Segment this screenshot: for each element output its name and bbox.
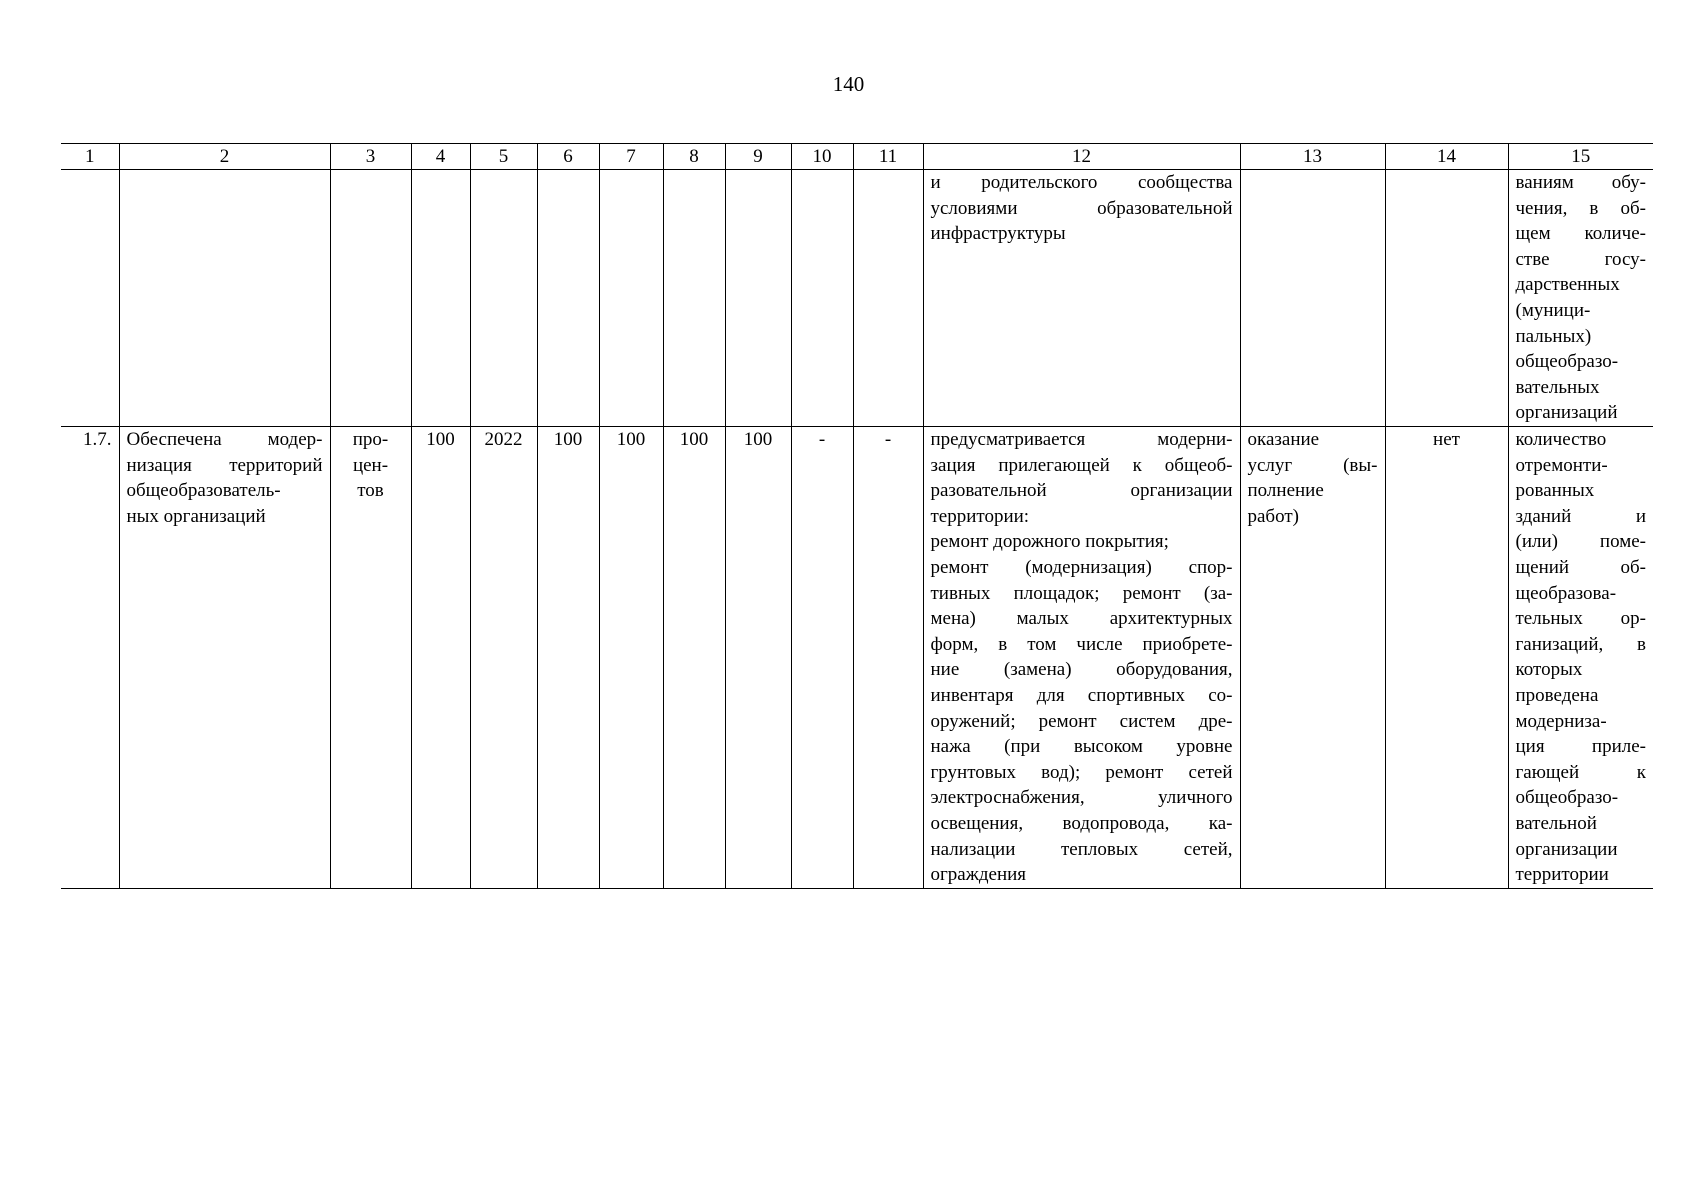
table-cell [663, 170, 725, 427]
base-value-cell: 100 [411, 427, 470, 889]
text-line: дарственных [1515, 274, 1620, 296]
table-row-1-7 [61, 427, 1653, 889]
row-title-cell [119, 427, 330, 889]
base-year-cell: 2022 [470, 427, 537, 889]
column-header: 12 [923, 144, 1240, 170]
text-line: щеобразова- [1515, 582, 1617, 604]
page-number: 140 [832, 72, 865, 96]
text-line: организации [1515, 838, 1618, 860]
column-header: 2 [119, 144, 330, 170]
text-line: общеобразователь- [126, 480, 281, 502]
text-line: проведена [1515, 684, 1599, 706]
header-row [61, 144, 1653, 170]
text-line: зданий и [1515, 505, 1646, 527]
column-header: 1 [61, 144, 119, 170]
continuation-indicator-cell [1508, 170, 1653, 427]
value-cell: - [791, 427, 853, 889]
text-line: нажа (при высоком уровне [930, 736, 1233, 758]
text-line: ремонт дорожного покрытия; [930, 531, 1169, 553]
text-line: полнение [1247, 480, 1324, 502]
text-line: оружений; ремонт систем дре- [930, 710, 1233, 732]
table-cell [599, 170, 663, 427]
text-line: цен- [352, 454, 389, 476]
text-line: тельных ор- [1515, 608, 1646, 630]
value-cell: 100 [537, 427, 599, 889]
program-table [61, 143, 1653, 889]
row-number: 1.7. [61, 427, 119, 889]
column-header: 14 [1385, 144, 1508, 170]
text-line: вательной [1515, 812, 1597, 834]
text-line: ограждения [930, 864, 1027, 886]
text-line: тивных площадок; ремонт (за- [930, 582, 1233, 604]
text-line: общеобразо- [1515, 787, 1619, 809]
continuation-description-cell [923, 170, 1240, 427]
text-line: отремонти- [1515, 454, 1608, 476]
column-header: 6 [537, 144, 599, 170]
description-cell [923, 427, 1240, 889]
text-line: ремонт (модернизация) спор- [930, 556, 1233, 578]
text-line: оказание [1247, 429, 1320, 450]
text-line: (муници- [1515, 299, 1591, 321]
text-line: ние (замена) оборудования, [930, 659, 1233, 681]
text-line: (или) поме- [1515, 531, 1646, 553]
text-line: территории [1515, 864, 1609, 886]
flag-cell: нет [1385, 427, 1508, 889]
text-line: услуг (вы- [1247, 454, 1378, 476]
value-cell: 100 [725, 427, 791, 889]
column-header: 4 [411, 144, 470, 170]
table-cell [330, 170, 411, 427]
table-cell [791, 170, 853, 427]
text-line: количество [1515, 429, 1607, 450]
table-cell [61, 170, 119, 427]
column-header: 15 [1508, 144, 1653, 170]
text-line: территории: [930, 505, 1030, 527]
text-line: условиями образовательной [930, 197, 1233, 219]
table-row-continuation [61, 170, 1653, 427]
text-line: инфраструктуры [930, 223, 1066, 245]
text-line: щем количе- [1515, 223, 1646, 245]
indicator-cell [1508, 427, 1653, 889]
value-cell: - [853, 427, 923, 889]
text-line: работ) [1247, 505, 1299, 527]
table-cell [853, 170, 923, 427]
text-line: зация прилегающей к общеоб- [930, 454, 1233, 476]
text-line: вательных [1515, 376, 1600, 398]
column-header: 11 [853, 144, 923, 170]
text-line: грунтовых вод); ремонт сетей [930, 761, 1233, 783]
text-line: которых [1515, 659, 1583, 681]
text-line: мена) малых архитектурных [930, 608, 1233, 630]
column-header: 7 [599, 144, 663, 170]
text-line: ция приле- [1515, 736, 1646, 758]
table-cell [537, 170, 599, 427]
text-line: электроснабжения, уличного [930, 787, 1233, 809]
text-line: стве госу- [1515, 248, 1646, 270]
text-line: рованных [1515, 480, 1595, 502]
text-line: и родительского сообщества [930, 172, 1233, 193]
text-line: ных организаций [126, 505, 266, 527]
table-cell [470, 170, 537, 427]
column-header: 13 [1240, 144, 1385, 170]
text-line: чения, в об- [1515, 197, 1646, 219]
text-line: Обеспечена модер- [126, 429, 323, 450]
value-cell: 100 [663, 427, 725, 889]
column-header: 5 [470, 144, 537, 170]
column-header: 10 [791, 144, 853, 170]
text-line: разовательной организации [930, 480, 1233, 502]
text-line: ганизаций, в [1515, 633, 1646, 655]
column-header: 3 [330, 144, 411, 170]
text-line: про- [352, 429, 389, 450]
text-line: тов [357, 480, 384, 502]
text-line: предусматривается модерни- [930, 429, 1233, 450]
text-line: освещения, водопровода, ка- [930, 812, 1233, 834]
value-cell: 100 [599, 427, 663, 889]
text-line: низация территорий [126, 454, 323, 476]
text-line: инвентаря для спортивных со- [930, 684, 1233, 706]
column-header: 8 [663, 144, 725, 170]
table-cell [725, 170, 791, 427]
table-cell [1240, 170, 1385, 427]
text-line: пальных) [1515, 325, 1592, 347]
table-cell [119, 170, 330, 427]
text-line: организаций [1515, 402, 1618, 424]
text-line: щений об- [1515, 556, 1646, 578]
text-line: нализации тепловых сетей, [930, 838, 1233, 860]
text-line: форм, в том числе приобрете- [930, 633, 1233, 655]
text-line: гающей к [1515, 761, 1646, 783]
text-line: ваниям обу- [1515, 172, 1646, 193]
mechanism-cell [1240, 427, 1385, 889]
unit-cell [330, 427, 411, 889]
table-cell [411, 170, 470, 427]
text-line: модерниза- [1515, 710, 1607, 732]
text-line: общеобразо- [1515, 351, 1619, 373]
table-cell [1385, 170, 1508, 427]
column-header: 9 [725, 144, 791, 170]
